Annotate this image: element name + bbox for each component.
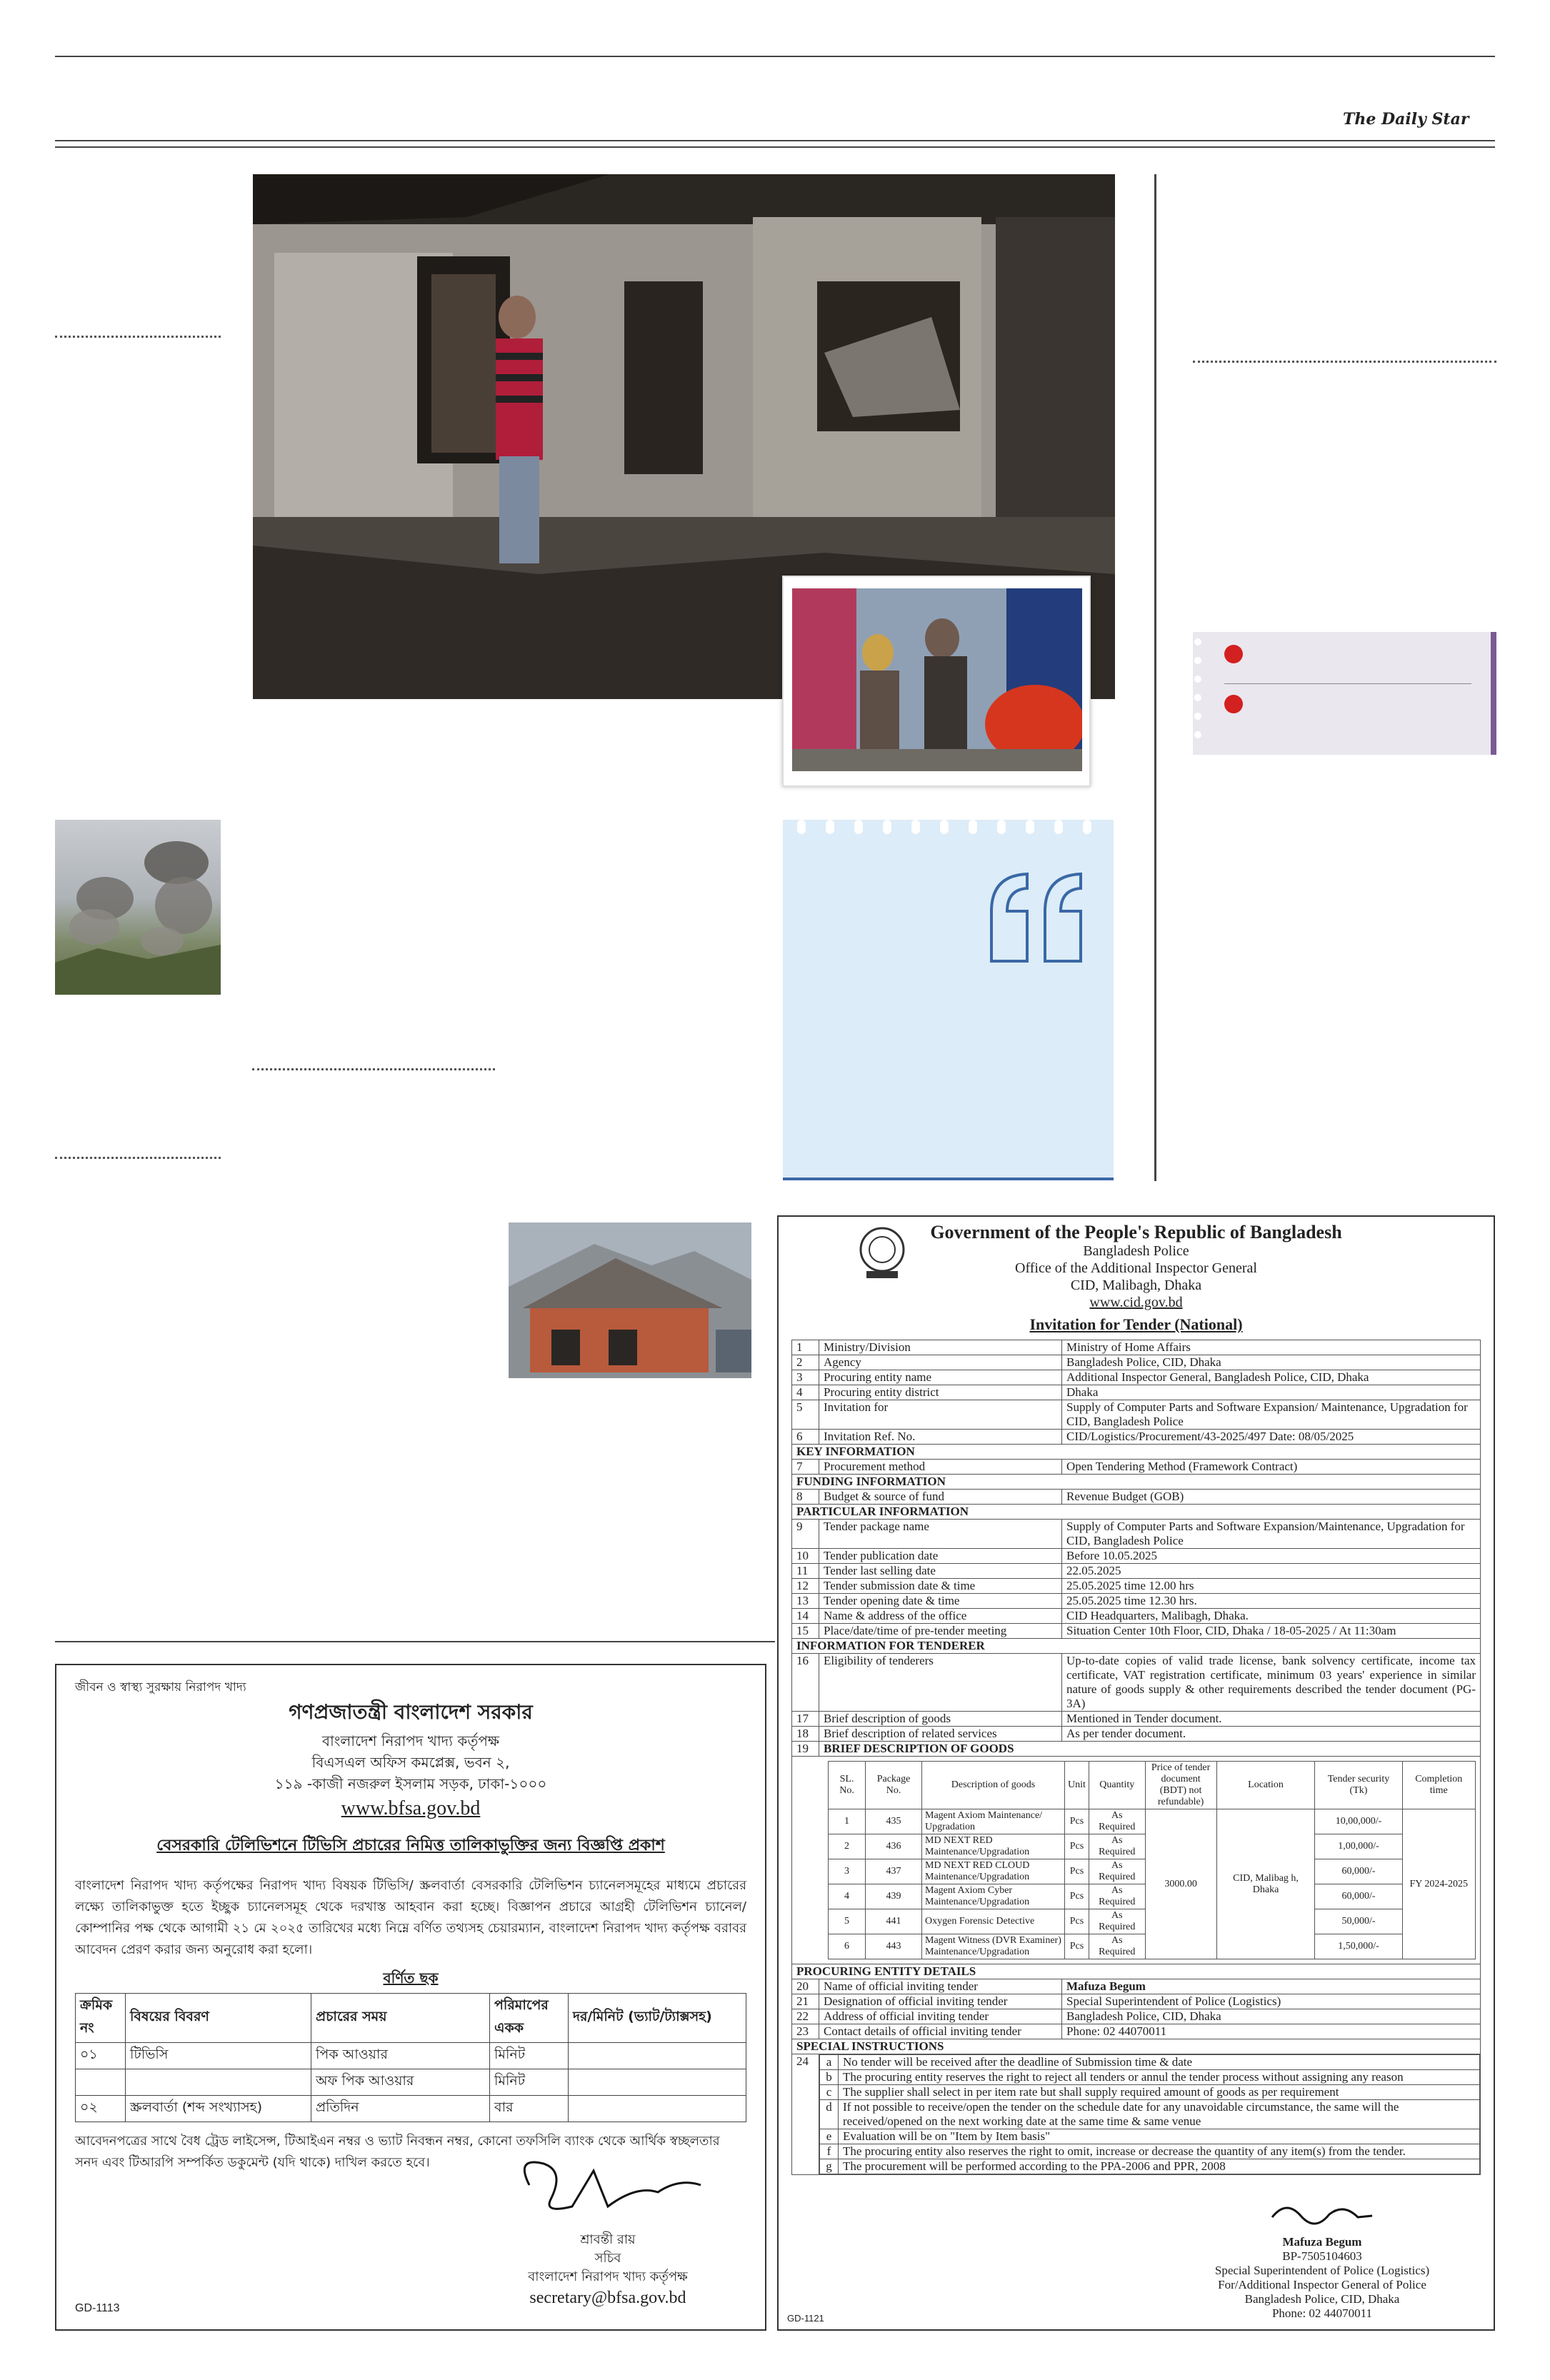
section-header: [792, 1505, 1481, 1520]
bfsa-cell: [76, 2069, 126, 2096]
section-header: [792, 2039, 1481, 2054]
row-no: 17: [792, 1712, 819, 1727]
row-value: Additional Inspector General, Bangladesh Police, CID, Dhaka: [1062, 1370, 1481, 1385]
goods-cell: 1,50,000/-: [1315, 1934, 1402, 1959]
table-row: [792, 1385, 1481, 1400]
goods-cell: 50,000/-: [1315, 1909, 1402, 1934]
row-label: Procuring entity district: [819, 1385, 1062, 1400]
goods-header: Completion time: [1402, 1762, 1476, 1809]
section-title: KEY INFORMATION: [792, 1445, 1481, 1460]
bfsa-title: গণপ্রজাতন্ত্রী বাংলাদেশ সরকার: [289, 1700, 533, 1724]
table-row: [792, 1370, 1481, 1385]
bfsa-body: বাংলাদেশ নিরাপদ খাদ্য কর্তৃপক্ষের নিরাপদ খাদ্য বিষয়ক টিভিসি/ স্ক্রলবার্তা বেসরকারি টেলিভিশন চ্যানেলসমূহের মাধ্যমে প্রচারের লক্ষ্যে তালিকাভুক্ত হতে ইচ্ছুক চ্যানেলসমূহ থেকে দরখাস্ত আহবান করা হচ্ছে। বিজ্ঞাপন প্রচারে আগ্রহী টেলিভিশন চ্যানেল/ কোম্পানির পক্ষ থেকে আগামী ২১ মে ২০২৫ তারিখের মধ্যে নিম্নে বর্ণিত তথ্যসহ চেয়ারম্যান, বাংলাদেশ নিরাপদ খাদ্য কর্তৃপক্ষ বরাবর আবেদন প্রেরণ করার জন্য অনুরোধ করা হলো।: [75, 1878, 746, 1957]
table-row: [792, 1490, 1481, 1505]
row-value: As per tender document.: [1062, 1727, 1481, 1742]
table-row: [792, 1742, 1481, 1757]
row-no: 11: [792, 1564, 819, 1579]
row-label: Name of official inviting tender: [819, 1979, 1062, 1994]
row-label: BRIEF DESCRIPTION OF GOODS: [819, 1742, 1481, 1757]
instructions-table: [819, 2054, 1480, 2174]
goods-cell: Pcs: [1065, 1934, 1089, 1959]
row-no: 18: [792, 1727, 819, 1742]
top-rule: [55, 56, 1495, 57]
table-row: [792, 1727, 1481, 1742]
row-no: 13: [792, 1594, 819, 1609]
inset-photo: [792, 588, 1082, 771]
bfsa-line: বাংলাদেশ নিরাপদ খাদ্য কর্তৃপক্ষ: [321, 1732, 500, 1749]
cid-sign-name: Mafuza Begum: [1282, 2235, 1362, 2249]
list-box-holes: [1193, 632, 1203, 755]
table-row: [792, 1430, 1481, 1445]
bfsa-cell: [126, 2069, 311, 2096]
inset-photo-frame: [782, 576, 1091, 787]
bfsa-cell: ০১: [76, 2043, 126, 2069]
goods-completion: FY 2024-2025: [1402, 1809, 1476, 1959]
row-label: Agency: [819, 1355, 1062, 1370]
row-label: Brief description of goods: [819, 1712, 1062, 1727]
row-value: Before 10.05.2025: [1062, 1549, 1481, 1564]
row-value: Ministry of Home Affairs: [1062, 1340, 1481, 1355]
row-label: Designation of official inviting tender: [819, 1994, 1062, 2009]
goods-header: Tender security (Tk): [1315, 1762, 1402, 1809]
goods-header: Package No.: [866, 1762, 922, 1809]
police-emblem-icon: [854, 1224, 911, 1281]
table-row: [792, 1520, 1481, 1549]
goods-cell: 5: [829, 1909, 866, 1934]
row-value: Special Superintendent of Police (Logistics): [1062, 1994, 1481, 2009]
row-label: Tender publication date: [819, 1549, 1062, 1564]
row-no: 1: [792, 1340, 819, 1355]
goods-cell: Magent Axiom Maintenance/ Upgradation: [922, 1809, 1065, 1834]
row-no: 8: [792, 1490, 819, 1505]
quote-box-holes: [783, 820, 1114, 841]
row-value: Bangladesh Police, CID, Dhaka: [1062, 2009, 1481, 2024]
bfsa-heading: বেসরকারি টেলিভিশনে টিভিসি প্রচারের নিমিত্ত তালিকাভুক্তির জন্য বিজ্ঞপ্তি প্রকাশ: [156, 1837, 665, 1854]
table-row: [792, 1564, 1481, 1579]
instruction-key: b: [820, 2070, 839, 2085]
table-row: [792, 1340, 1481, 1355]
row-label: Brief description of related services: [819, 1727, 1062, 1742]
goods-cell: 60,000/-: [1315, 1859, 1402, 1884]
goods-cell: 435: [866, 1809, 922, 1834]
smoke-illustration: [55, 820, 221, 995]
cid-line: Bangladesh Police: [1083, 1243, 1189, 1259]
row-no: 19: [792, 1742, 819, 1757]
goods-cell: Pcs: [1065, 1859, 1089, 1884]
tender-table: [791, 1340, 1481, 2175]
bfsa-line: বিএসএল অফিস কমপ্লেক্স, ভবন ২,: [311, 1754, 510, 1771]
row-no: 23: [792, 2024, 819, 2039]
row-label: Tender last selling date: [819, 1564, 1062, 1579]
section-title: SPECIAL INSTRUCTIONS: [792, 2039, 1481, 2054]
goods-header: Description of goods: [922, 1762, 1065, 1809]
goods-cell: Oxygen Forensic Detective: [922, 1909, 1065, 1934]
goods-row: [829, 1809, 1476, 1834]
cid-sign-line: BP-7505104603: [1282, 2249, 1362, 2263]
row-value: Phone: 02 44070011: [1062, 2024, 1481, 2039]
bfsa-sign-name: শ্রাবন্তী রায়: [580, 2232, 636, 2247]
instruction-text: Evaluation will be on "Item by Item basis": [839, 2129, 1480, 2144]
table-row: [792, 1400, 1481, 1430]
row-label: Invitation Ref. No.: [819, 1430, 1062, 1445]
table-row: [792, 2009, 1481, 2024]
table-row: [792, 1579, 1481, 1594]
section-title: INFORMATION FOR TENDERER: [792, 1639, 1481, 1654]
row-no: 16: [792, 1654, 819, 1712]
bfsa-website[interactable]: www.bfsa.gov.bd: [341, 1797, 481, 1819]
bfsa-email[interactable]: secretary@bfsa.gov.bd: [529, 2289, 686, 2307]
row-no: 21: [792, 1994, 819, 2009]
destroyed-building-illustration: [509, 1222, 751, 1378]
smoke-photo: [55, 820, 221, 995]
instruction-text: No tender will be received after the deadline of Submission time & date: [839, 2055, 1480, 2070]
instruction-row: [820, 2159, 1480, 2174]
bfsa-footer: আবেদনপত্রের সাথে বৈধ ট্রেড লাইসেন্স, টিআইএন নম্বর ও ভ্যাট নিবন্ধন নম্বর, কোনো তফসিলি ব্যাংক থেকে আর্থিক স্বচ্ছলতার সনদ এবং টিআরপি সম্পর্কিত ডকুমেন্ট (যদি থাকে) দাখিল করতে হবে।: [75, 2134, 720, 2170]
row-value: Mentioned in Tender document.: [1062, 1712, 1481, 1727]
goods-cell: 441: [866, 1909, 922, 1934]
destroyed-building-photo: [509, 1222, 751, 1378]
row-value: Open Tendering Method (Framework Contract): [1062, 1460, 1481, 1475]
row-no: 4: [792, 1385, 819, 1400]
goods-cell: 6: [829, 1934, 866, 1959]
cid-sign-line: For/Additional Inspector General of Police: [1218, 2278, 1426, 2291]
bfsa-cell: প্রতিদিন: [311, 2096, 490, 2122]
red-bullet-icon: [1224, 645, 1243, 663]
bfsa-cell: ০২: [76, 2096, 126, 2122]
right-separator: [1193, 361, 1496, 363]
goods-cell: As Required: [1089, 1809, 1145, 1834]
row-label: Tender package name: [819, 1520, 1062, 1549]
bfsa-header: প্রচারের সময়: [311, 1994, 490, 2043]
goods-cell: 436: [866, 1834, 922, 1859]
cid-sign-line: Phone: 02 44070011: [1271, 2306, 1373, 2320]
goods-cell: As Required: [1089, 1859, 1145, 1884]
bfsa-ad: [55, 1664, 766, 2331]
masthead-rule-1: [55, 140, 1495, 141]
section-header: [792, 1964, 1481, 1979]
row-no: 10: [792, 1549, 819, 1564]
bfsa-line: ১১৯ -কাজী নজরুল ইসলাম সড়ক, ঢাকা-১০০০: [274, 1775, 547, 1792]
quote-icon: [984, 868, 1091, 968]
goods-cell: 437: [866, 1859, 922, 1884]
bfsa-header: দর/মিনিট (ভ্যাট/ট্যাক্সসহ): [569, 1994, 746, 2043]
row-value: CID/Logistics/Procurement/43-2025/497 Date: 08/05/2025: [1062, 1430, 1481, 1445]
red-bullet-icon: [1224, 695, 1243, 713]
goods-header: Location: [1216, 1762, 1315, 1809]
masthead-rule-2: [55, 146, 1495, 148]
row-label: Procurement method: [819, 1460, 1062, 1475]
table-row: [792, 2054, 1481, 2175]
bfsa-sign-org: বাংলাদেশ নিরাপদ খাদ্য কর্তৃপক্ষ: [528, 2269, 688, 2284]
cid-website[interactable]: www.cid.gov.bd: [1089, 1295, 1183, 1310]
section-title: FUNDING INFORMATION: [792, 1475, 1481, 1490]
goods-cell: 1: [829, 1809, 866, 1834]
goods-cell: Magent Witness (DVR Examiner) Maintenance/Upgradation: [922, 1934, 1065, 1959]
row-label: Procuring entity name: [819, 1370, 1062, 1385]
row-label: Tender submission date & time: [819, 1579, 1062, 1594]
row-no: 24: [792, 2054, 819, 2175]
cid-sign-line: Special Superintendent of Police (Logistics): [1214, 2264, 1430, 2277]
instruction-row: [820, 2100, 1480, 2129]
cid-line: CID, Malibagh, Dhaka: [1070, 1277, 1202, 1293]
table-row: [792, 1609, 1481, 1624]
row-label: Tender opening date & time: [819, 1594, 1062, 1609]
goods-header: SL. No.: [829, 1762, 866, 1809]
table-row: [792, 1460, 1481, 1475]
bfsa-cell: স্ক্রলবার্তা (শব্দ সংখ্যাসহ): [126, 2096, 311, 2122]
goods-table-row: [792, 1757, 1481, 1964]
bfsa-cell: মিনিট: [490, 2069, 569, 2096]
goods-header: Quantity: [1089, 1762, 1145, 1809]
bfsa-sign-title: সচিব: [594, 2251, 621, 2266]
row-no: 7: [792, 1460, 819, 1475]
bfsa-row: [76, 2069, 746, 2096]
related-list-box: [1193, 632, 1496, 755]
row-label: Eligibility of tenderers: [819, 1654, 1062, 1712]
goods-header-row: [829, 1762, 1476, 1809]
row-label: Invitation for: [819, 1400, 1062, 1430]
instruction-text: If not possible to receive/open the tender on the schedule date for any unavoidable circumstance, the same will the received/opened on the next working date at the same time & same venue: [839, 2100, 1480, 2129]
row-no: 5: [792, 1400, 819, 1430]
table-row: [792, 2024, 1481, 2039]
goods-header: Unit: [1065, 1762, 1089, 1809]
row-value: Mafuza Begum: [1062, 1979, 1481, 1994]
goods-cell: 4: [829, 1884, 866, 1909]
instruction-key: e: [820, 2129, 839, 2144]
row-label: Address of official inviting tender: [819, 2009, 1062, 2024]
bfsa-tagline: জীবন ও স্বাস্থ্য সুরক্ষায় নিরাপদ খাদ্য: [75, 1680, 246, 1694]
table-row: [792, 1624, 1481, 1639]
masthead-brand: The Daily Star: [1343, 110, 1469, 129]
goods-price: 3000.00: [1145, 1809, 1216, 1959]
row-no: 3: [792, 1370, 819, 1385]
goods-cell: 439: [866, 1884, 922, 1909]
bfsa-header-row: [76, 1994, 746, 2043]
goods-cell: Magent Axiom Cyber Maintenance/Upgradation: [922, 1884, 1065, 1909]
row-value: Situation Center 10th Floor, CID, Dhaka / 18-05-2025 / At 11:30am: [1062, 1624, 1481, 1639]
section-header: [792, 1445, 1481, 1460]
goods-table: [828, 1761, 1476, 1959]
cid-ad-code: GD-1121: [787, 2313, 824, 2324]
bfsa-cell: বার: [490, 2096, 569, 2122]
bfsa-cell: অফ পিক আওয়ার: [311, 2069, 490, 2096]
row-value: Bangladesh Police, CID, Dhaka: [1062, 1355, 1481, 1370]
table-row: [792, 1994, 1481, 2009]
left-separator: [55, 336, 221, 338]
bfsa-row: [76, 2043, 746, 2069]
row-value: Dhaka: [1062, 1385, 1481, 1400]
goods-cell: Pcs: [1065, 1884, 1089, 1909]
row-value: Supply of Computer Parts and Software Expansion/Maintenance, Upgradation for CID, Bangladesh Police: [1062, 1520, 1481, 1549]
goods-header: Price of tender document (BDT) not refundable): [1145, 1762, 1216, 1809]
row-label: Budget & source of fund: [819, 1490, 1062, 1505]
instruction-row: [820, 2085, 1480, 2100]
instruction-text: The procurement will be performed according to the PPA-2006 and PPR, 2008: [839, 2159, 1480, 2174]
bfsa-cell: [569, 2069, 746, 2096]
instruction-row: [820, 2129, 1480, 2144]
row-label: Name & address of the office: [819, 1609, 1062, 1624]
goods-cell: Pcs: [1065, 1834, 1089, 1859]
instruction-key: d: [820, 2100, 839, 2129]
row-no: 6: [792, 1430, 819, 1445]
row-value: 22.05.2025: [1062, 1564, 1481, 1579]
section-title: PROCURING ENTITY DETAILS: [792, 1964, 1481, 1979]
goods-cell: As Required: [1089, 1934, 1145, 1959]
signature-mark: [1265, 2196, 1379, 2231]
row-value: CID Headquarters, Malibagh, Dhaka.: [1062, 1609, 1481, 1624]
bfsa-header: বিষয়ের বিবরণ: [126, 1994, 311, 2043]
cid-sign-line: Bangladesh Police, CID, Dhaka: [1244, 2292, 1400, 2306]
goods-cell: 443: [866, 1934, 922, 1959]
instruction-text: The procuring entity also reserves the right to omit, increase or decrease the quantity of any item(s) from the tender.: [839, 2144, 1480, 2159]
instruction-row: [820, 2055, 1480, 2070]
instruction-row: [820, 2144, 1480, 2159]
table-row: [792, 1712, 1481, 1727]
goods-cell: As Required: [1089, 1834, 1145, 1859]
instruction-key: a: [820, 2055, 839, 2070]
goods-cell: MD NEXT RED Maintenance/Upgradation: [922, 1834, 1065, 1859]
bfsa-table: [75, 1993, 746, 2122]
bfsa-header: পরিমাপের একক: [490, 1994, 569, 2043]
row-value: 25.05.2025 time 12.00 hrs: [1062, 1579, 1481, 1594]
bfsa-cell: [569, 2043, 746, 2069]
row-value: Up-to-date copies of valid trade license, bank solvency certificate, income tax certificate, VAT registration certificate, minimum 03 years' experience in similar nature of goods supply & other requirements described the tender document (PG-3A): [1062, 1654, 1481, 1712]
section-header: [792, 1475, 1481, 1490]
table-row: [792, 1979, 1481, 1994]
column-divider: [1154, 174, 1156, 1181]
goods-cell: 60,000/-: [1315, 1884, 1402, 1909]
mid-separator: [252, 1068, 495, 1070]
row-no: 14: [792, 1609, 819, 1624]
instruction-row: [820, 2070, 1480, 2085]
row-no: 9: [792, 1520, 819, 1549]
goods-cell: 10,00,000/-: [1315, 1809, 1402, 1834]
goods-cell: Pcs: [1065, 1809, 1089, 1834]
bfsa-header: ক্রমিক নং: [76, 1994, 126, 2043]
row-no: 12: [792, 1579, 819, 1594]
bfsa-cell: টিভিসি: [126, 2043, 311, 2069]
bfsa-ad-code: GD-1113: [75, 2302, 120, 2314]
cid-signature-block: [1179, 2196, 1465, 2321]
quote-box-underline: [783, 1178, 1114, 1180]
goods-cell: As Required: [1089, 1909, 1145, 1934]
table-row: [792, 1549, 1481, 1564]
instruction-key: g: [820, 2159, 839, 2174]
cid-tender-ad: [777, 1215, 1495, 2331]
row-label: Place/date/time of pre-tender meeting: [819, 1624, 1062, 1639]
table-row: [792, 1594, 1481, 1609]
row-label: Ministry/Division: [819, 1340, 1062, 1355]
goods-cell: 3: [829, 1859, 866, 1884]
row-no: 2: [792, 1355, 819, 1370]
goods-cell: 1,00,000/-: [1315, 1834, 1402, 1859]
row-no: 22: [792, 2009, 819, 2024]
goods-location: CID, Malibag h, Dhaka: [1216, 1809, 1315, 1959]
section-rule: [55, 1641, 775, 1642]
section-header: [792, 1639, 1481, 1654]
instruction-text: The supplier shall select in per item rate but shall supply required amount of goods as per requirement: [839, 2085, 1480, 2100]
bfsa-cell: [569, 2096, 746, 2122]
instruction-text: The procuring entity reserves the right to reject all tenders or annul the tender process without assigning any reason: [839, 2070, 1480, 2085]
quote-box: [783, 820, 1114, 1180]
row-no: 20: [792, 1979, 819, 1994]
row-label: Contact details of official inviting tender: [819, 2024, 1062, 2039]
instruction-key: f: [820, 2144, 839, 2159]
row-value: 25.05.2025 time 12.30 hrs.: [1062, 1594, 1481, 1609]
bfsa-cell: মিনিট: [490, 2043, 569, 2069]
bfsa-table-title: বর্ণিত ছক: [383, 1969, 439, 1987]
row-value: Supply of Computer Parts and Software Expansion/ Maintenance, Upgradation for CID, Bangladesh Police: [1062, 1400, 1481, 1430]
instruction-key: c: [820, 2085, 839, 2100]
bfsa-row: [76, 2096, 746, 2122]
goods-cell: 2: [829, 1834, 866, 1859]
row-value: Revenue Budget (GOB): [1062, 1490, 1481, 1505]
cid-heading: Invitation for Tender (National): [1029, 1315, 1243, 1333]
bfsa-cell: পিক আওয়ার: [311, 2043, 490, 2069]
signature-mark: [501, 2142, 715, 2228]
list-divider: [1224, 683, 1471, 684]
row-no: 15: [792, 1624, 819, 1639]
section-title: PARTICULAR INFORMATION: [792, 1505, 1481, 1520]
table-row: [792, 1654, 1481, 1712]
cid-title: Government of the People's Republic of Bangladesh: [930, 1222, 1342, 1242]
goods-cell: Pcs: [1065, 1909, 1089, 1934]
left-separator: [55, 1157, 221, 1159]
cid-line: Office of the Additional Inspector General: [1015, 1260, 1257, 1276]
goods-cell: MD NEXT RED CLOUD Maintenance/Upgradation: [922, 1859, 1065, 1884]
table-row: [792, 1355, 1481, 1370]
bfsa-signature-block: [494, 2142, 722, 2309]
goods-cell: As Required: [1089, 1884, 1145, 1909]
